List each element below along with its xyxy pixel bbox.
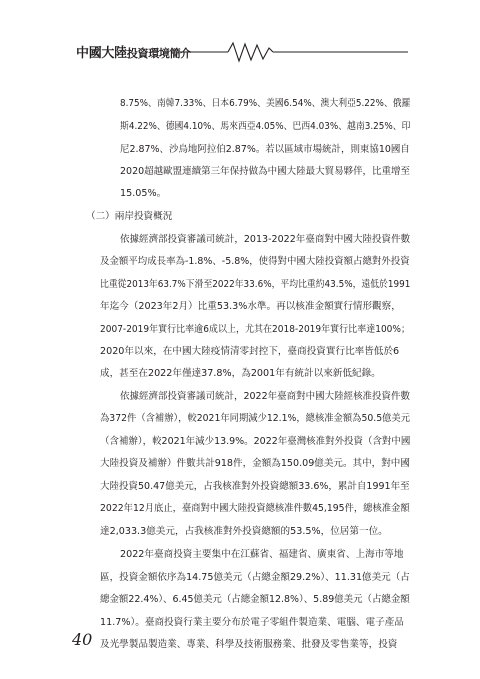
text-line: 比重從2013年63.7%下滑至2022年33.6%，平均比重約43.5%，遠低於1991: [100, 279, 411, 290]
text-line: 2022年12月底止，臺商對中國大陸投資總核准件數45,195件，總核准金額: [100, 503, 410, 514]
text-line: 2020年以來，在中國大陸疫情清零封控下，臺商投資實行比率皆低於6: [100, 346, 400, 357]
text-line: 尼2.87%、沙烏地阿拉伯2.87%。若以區域市場統計，則東協10國自: [120, 144, 410, 155]
text-line: 及金額平均成長率為-1.8%、-5.8%，使得對中國大陸投資額占總對外投資: [100, 256, 410, 267]
text-line: 2020超越歐盟連續第三年保持做為中國大陸最大貿易夥伴，比重增至: [120, 166, 411, 177]
section-heading: （二）兩岸投資概況: [86, 211, 173, 222]
text-line: 依據經濟部投資審議司統計，2022年臺商對中國大陸經核准投資件數: [120, 391, 411, 402]
text-line: 大陸投資50.47億美元，占我核准對外投資總額33.6%，累計自1991年至: [100, 481, 410, 492]
text-line: （含補辦），較2021年減少13.9%。2022年臺灣核准對外投資（含對中國: [100, 436, 411, 447]
text-line: 達2,033.3億美元，占我核准對外投資總額的53.5%，位居第一位。: [100, 526, 388, 537]
text-line: 區，投資金額依序為14.75億美元（占總金額29.2%）、11.31億美元（占: [100, 572, 410, 583]
text-line: 2022年臺商投資主要集中在江蘇省、福建省、廣東省、上海市等地: [120, 549, 404, 560]
text-line: 斯4.22%、德國4.10%、馬來西亞4.05%、巴西4.03%、越南3.25%、印: [120, 121, 411, 132]
text-line: 年迄今（2023年2月）比重53.3%水準。再以核准金額實行情形觀察，: [100, 301, 401, 312]
text-line: 15.05%。: [120, 188, 167, 199]
text-line: 及光學製品製造業、專業、科學及技術服務業、批發及零售業等，投資: [100, 639, 398, 650]
text-line: 為372件（含補辦），較2021年同期減少12.1%，總核准金額為50.5億美元: [100, 413, 411, 424]
header-title-main: 中國大陸: [76, 46, 127, 61]
text-line: 8.75%、南韓7.33%、日本6.79%、美國6.54%、澳大利亞5.22%、俄羅: [120, 98, 411, 109]
text-line: 成，甚至在2022年僅達37.8%，為2001年有統計以來新低紀錄。: [100, 368, 381, 379]
text-line: 總金額22.4%）、6.45億美元（占總金額12.8%）、5.89億美元（占總金額: [100, 594, 410, 605]
text-line: 2007-2019年實行比率逾6成以上，尤其在2018-2019年實行比率達100%；: [100, 324, 410, 335]
text-line: 大陸投資及補辦）件數共計918件，金額為150.09億美元。其中，對中國: [100, 458, 410, 469]
header-title-sub: 投資環境簡介: [126, 47, 192, 60]
text-line: 11.7%）。臺商投資行業主要分布於電子零組件製造業、電腦、電子產品: [100, 617, 404, 628]
running-header: [0, 0, 480, 90]
page-number: 40: [72, 630, 93, 649]
header-wave-rule: [0, 40, 480, 64]
text-line: 依據經濟部投資審議司統計，2013-2022年臺商對中國大陸投資件數: [120, 234, 411, 245]
